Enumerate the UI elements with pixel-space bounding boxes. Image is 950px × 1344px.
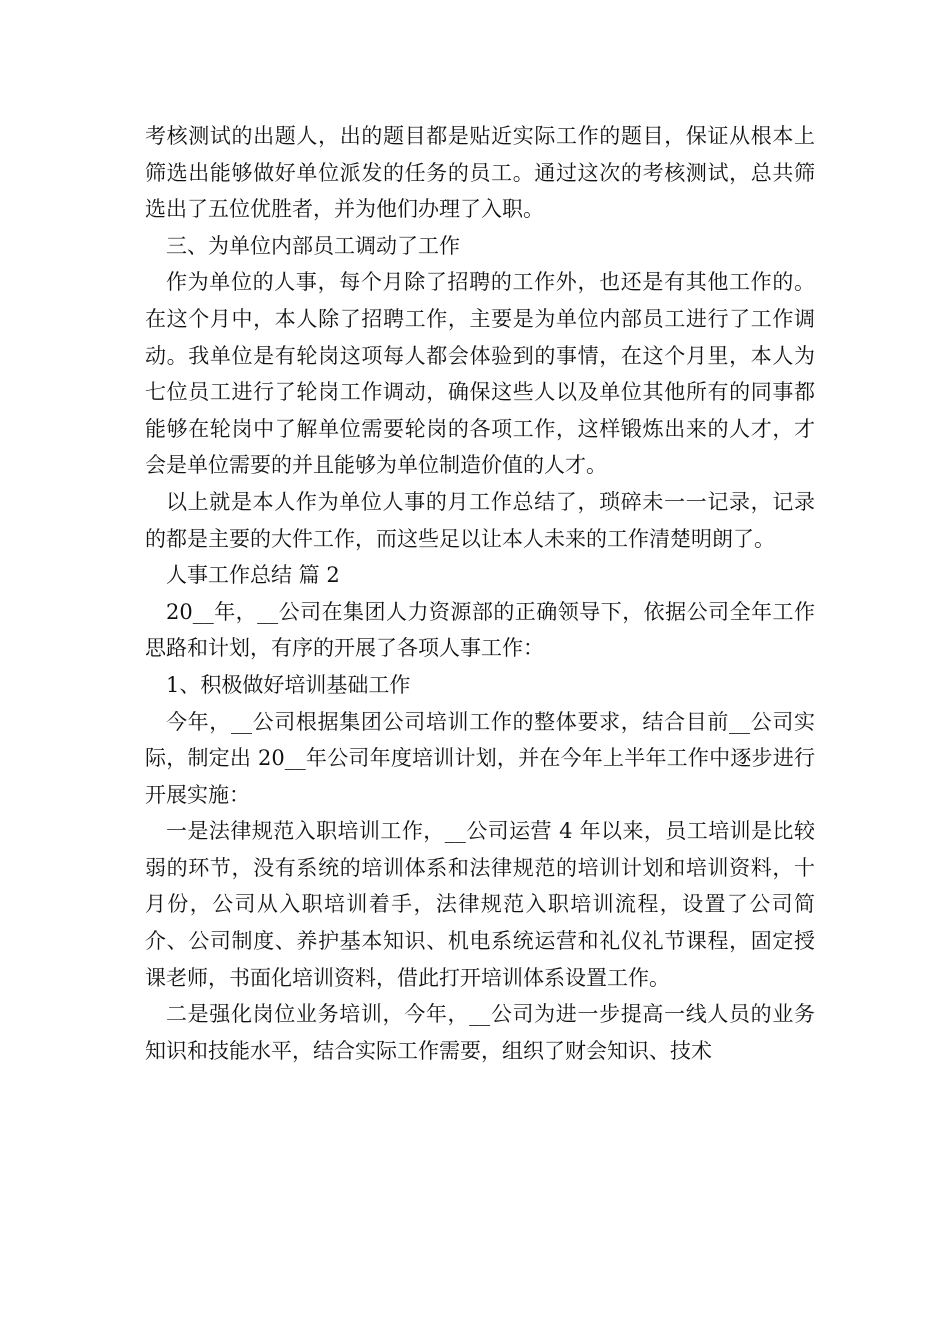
- section-heading-training: 1、积极做好培训基础工作: [166, 672, 411, 697]
- paragraph-training-plan: 今年，__公司根据集团公司培训工作的整体要求，结合目前__公司实际，制定出 20__年公司年度培训计划，并在今年上半年工作中逐步进行开展实施：: [145, 709, 815, 807]
- paragraph-intro-part-2: 20__年，__公司在集团人力资源部的正确领导下，依据公司全年工作思路和计划，有序的开展了各项人事工作：: [145, 599, 815, 661]
- paragraph-exam-continuation: 考核测试的出题人，出的题目都是贴近实际工作的题目，保证从根本上筛选出能够做好单位派发的任务的员工。通过这次的考核测试，总共筛选出了五位优胜者，并为他们办理了入职。: [145, 124, 815, 222]
- section-heading-internal-transfer: 三、为单位内部员工调动了工作: [166, 233, 460, 258]
- paragraph-job-training: 二是强化岗位业务培训，今年，__公司为进一步提高一线人员的业务知识和技能水平，结合实际工作需要，组织了财会知识、技术: [145, 1002, 815, 1063]
- article-title-part-2: 人事工作总结 篇 2: [166, 563, 340, 588]
- document-body: [145, 118, 815, 1069]
- paragraph-internal-transfer: 作为单位的人事，每个月除了招聘的工作外，也还是有其他工作的。在这个月中，本人除了招聘工作，主要是为单位内部员工进行了工作调动。我单位是有轮岗这项每人都会体验到的事情，在这个月里，本人为七位员工进行了轮岗工作调动，确保这些人以及单位其他所有的同事都能够在轮岗中了解单位需要轮岗的各项工作，这样锻炼出来的人才，才会是单位需要的并且能够为单位制造价值的人才。: [145, 270, 815, 478]
- paragraph-summary-conclusion: 以上就是本人作为单位人事的月工作总结了，琐碎未一一记录，记录的都是主要的大件工作，而这些足以让本人未来的工作清楚明朗了。: [145, 489, 815, 551]
- paragraph-onboarding-training: 一是法律规范入职培训工作，__公司运营 4 年以来，员工培训是比较弱的环节，没有系统的培训体系和法律规范的培训计划和培训资料，十月份，公司从入职培训着手，法律规范入职培训流程，设置了公司简介、公司制度、养护基本知识、机电系统运营和礼仪礼节课程，固定授课老师，书面化培训资料，借此打开培训体系设置工作。: [145, 819, 815, 990]
